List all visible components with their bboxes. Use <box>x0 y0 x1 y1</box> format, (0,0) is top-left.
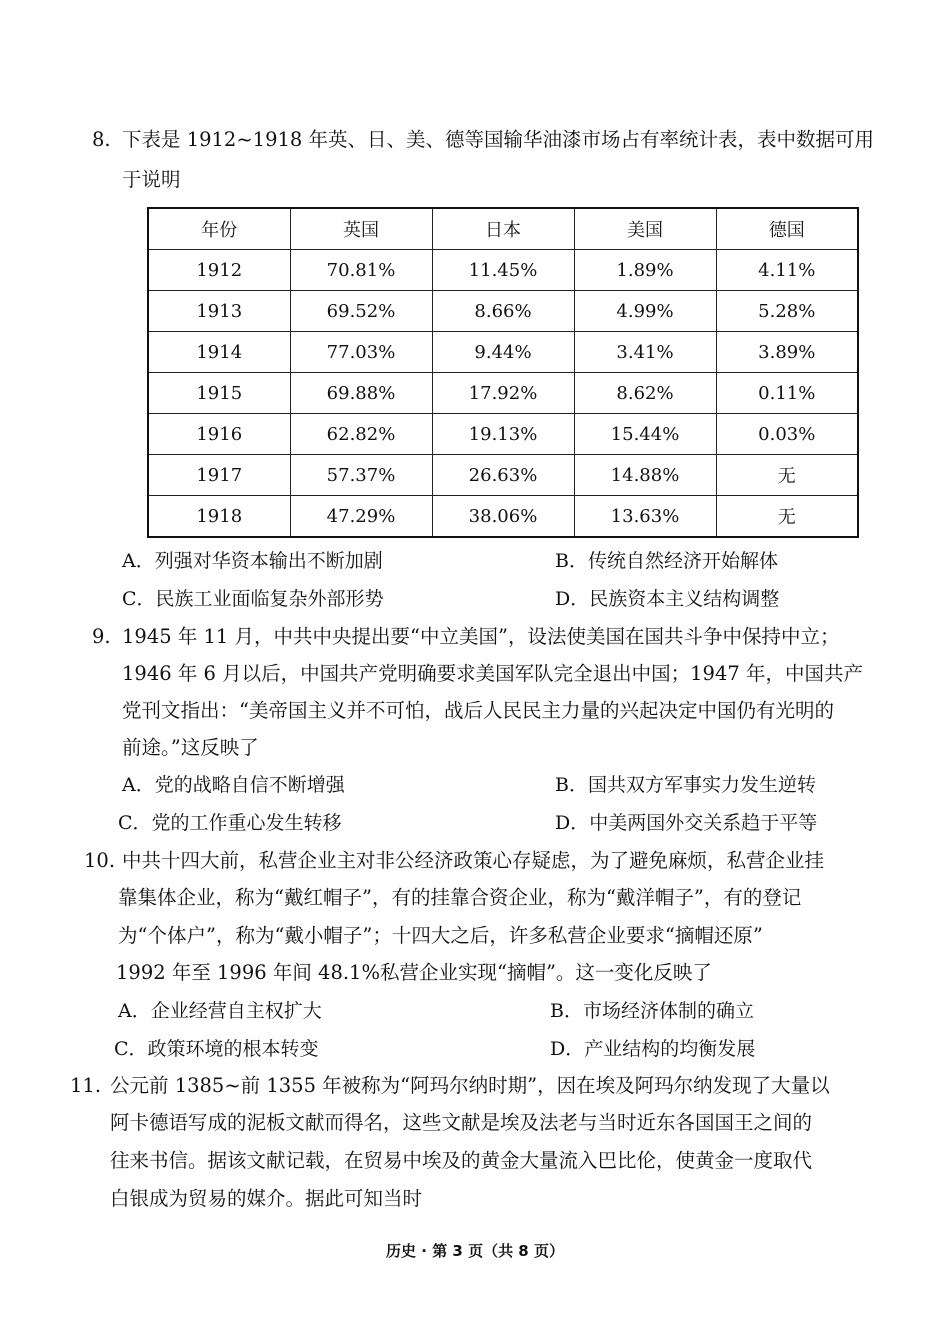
header-usa: 美国 <box>574 208 716 250</box>
table-cell: 38.06% <box>432 496 574 538</box>
q9-option-c: C．党的工作重心发生转移 <box>118 812 342 834</box>
table-cell: 1912 <box>148 250 290 291</box>
table-cell: 19.13% <box>432 414 574 455</box>
table-row <box>148 373 858 414</box>
q11-number: 11. <box>70 1074 102 1097</box>
table-cell: 3.89% <box>716 332 858 373</box>
q8-option-a: A．列强对华资本输出不断加剧 <box>122 550 383 572</box>
table-cell: 9.44% <box>432 332 574 373</box>
q9-option-a: A．党的战略自信不断增强 <box>122 774 345 796</box>
table-cell: 11.45% <box>432 250 574 291</box>
q10-option-b: B．市场经济体制的确立 <box>550 1000 754 1022</box>
q9-stem-line-3: 党刊文指出：“美帝国主义并不可怕，战后人民民主力量的兴起决定中国仍有光明的 <box>122 699 834 722</box>
table-cell: 69.52% <box>290 291 432 332</box>
table-cell: 8.66% <box>432 291 574 332</box>
page-footer: 历史 · 第 3 页（共 8 页） <box>386 1242 564 1260</box>
q8-option-d: D．民族资本主义结构调整 <box>555 588 780 610</box>
q8-stem-line-1: 下表是 1912~1918 年英、日、美、德等国输华油漆市场占有率统计表，表中数据可用 <box>122 128 874 151</box>
q10-stem-line-1: 中共十四大前，私营企业主对非公经济政策心存疑虑，为了避免麻烦，私营企业挂 <box>122 849 825 872</box>
table-cell: 57.37% <box>290 455 432 496</box>
table-row <box>148 332 858 373</box>
table-cell: 无 <box>716 496 858 538</box>
table-cell: 4.11% <box>716 250 858 291</box>
table-cell: 1913 <box>148 291 290 332</box>
q10-option-a: A．企业经营自主权扩大 <box>118 1000 322 1022</box>
q9-option-b: B．国共双方军事实力发生逆转 <box>555 774 816 796</box>
table-cell: 8.62% <box>574 373 716 414</box>
q10-option-c: C．政策环境的根本转变 <box>114 1038 319 1060</box>
table-row <box>148 414 858 455</box>
q11-stem-line-1: 公元前 1385~前 1355 年被称为“阿玛尔纳时期”，因在埃及阿玛尔纳发现了大量以 <box>110 1074 830 1097</box>
table-cell: 1916 <box>148 414 290 455</box>
q11-stem-line-3: 往来书信。据该文献记载，在贸易中埃及的黄金大量流入巴比伦，使黄金一度取代 <box>110 1149 813 1172</box>
table-cell: 15.44% <box>574 414 716 455</box>
table-cell: 1914 <box>148 332 290 373</box>
table-cell: 13.63% <box>574 496 716 538</box>
table-cell: 1918 <box>148 496 290 538</box>
q10-stem-line-2: 靠集体企业，称为“戴红帽子”，有的挂靠合资企业，称为“戴洋帽子”，有的登记 <box>118 886 802 909</box>
q9-option-d: D．中美两国外交关系趋于平等 <box>555 812 818 834</box>
table-cell: 0.03% <box>716 414 858 455</box>
header-uk: 英国 <box>290 208 432 250</box>
q10-stem-line-3: 为“个体户”，称为“戴小帽子”；十四大之后，许多私营企业要求“摘帽还原” <box>118 924 763 947</box>
q10-number: 10. <box>84 849 116 872</box>
table-cell: 26.63% <box>432 455 574 496</box>
table-cell: 1.89% <box>574 250 716 291</box>
table-cell: 1917 <box>148 455 290 496</box>
table-cell: 0.11% <box>716 373 858 414</box>
q9-stem-line-1: 1945 年 11 月，中共中央提出要“中立美国”，设法使美国在国共斗争中保持中立； <box>122 625 840 648</box>
table-cell: 无 <box>716 455 858 496</box>
q8-data-table <box>147 207 859 538</box>
q8-number: 8. <box>92 128 111 151</box>
table-row <box>148 455 858 496</box>
table-cell: 3.41% <box>574 332 716 373</box>
table-row <box>148 250 858 291</box>
header-japan: 日本 <box>432 208 574 250</box>
table-cell: 70.81% <box>290 250 432 291</box>
q10-option-d: D．产业结构的均衡发展 <box>550 1038 756 1060</box>
q11-stem-line-2: 阿卡德语写成的泥板文献而得名，这些文献是埃及法老与当时近东各国国王之间的 <box>110 1111 813 1134</box>
table-cell: 14.88% <box>574 455 716 496</box>
table-row <box>148 496 858 538</box>
header-germany: 德国 <box>716 208 858 250</box>
q9-stem-line-2: 1946 年 6 月以后，中国共产党明确要求美国军队完全退出中国；1947 年，中国共产 <box>122 662 863 685</box>
q10-stem-line-4: 1992 年至 1996 年间 48.1%私营企业实现“摘帽”。这一变化反映了 <box>116 961 712 984</box>
table-cell: 5.28% <box>716 291 858 332</box>
table-cell: 1915 <box>148 373 290 414</box>
q8-option-c: C．民族工业面临复杂外部形势 <box>122 588 384 610</box>
table-header-row <box>148 208 858 250</box>
q9-number: 9. <box>92 625 111 648</box>
table-cell: 47.29% <box>290 496 432 538</box>
q9-stem-line-4: 前途。”这反映了 <box>122 736 259 759</box>
header-year: 年份 <box>148 208 290 250</box>
q8-option-b: B．传统自然经济开始解体 <box>555 550 778 572</box>
table-cell: 17.92% <box>432 373 574 414</box>
q11-stem-line-4: 白银成为贸易的媒介。据此可知当时 <box>110 1187 423 1210</box>
table-cell: 77.03% <box>290 332 432 373</box>
table-cell: 62.82% <box>290 414 432 455</box>
q8-stem-line-2: 于说明 <box>122 168 181 191</box>
table-cell: 69.88% <box>290 373 432 414</box>
table-cell: 4.99% <box>574 291 716 332</box>
table-row <box>148 291 858 332</box>
